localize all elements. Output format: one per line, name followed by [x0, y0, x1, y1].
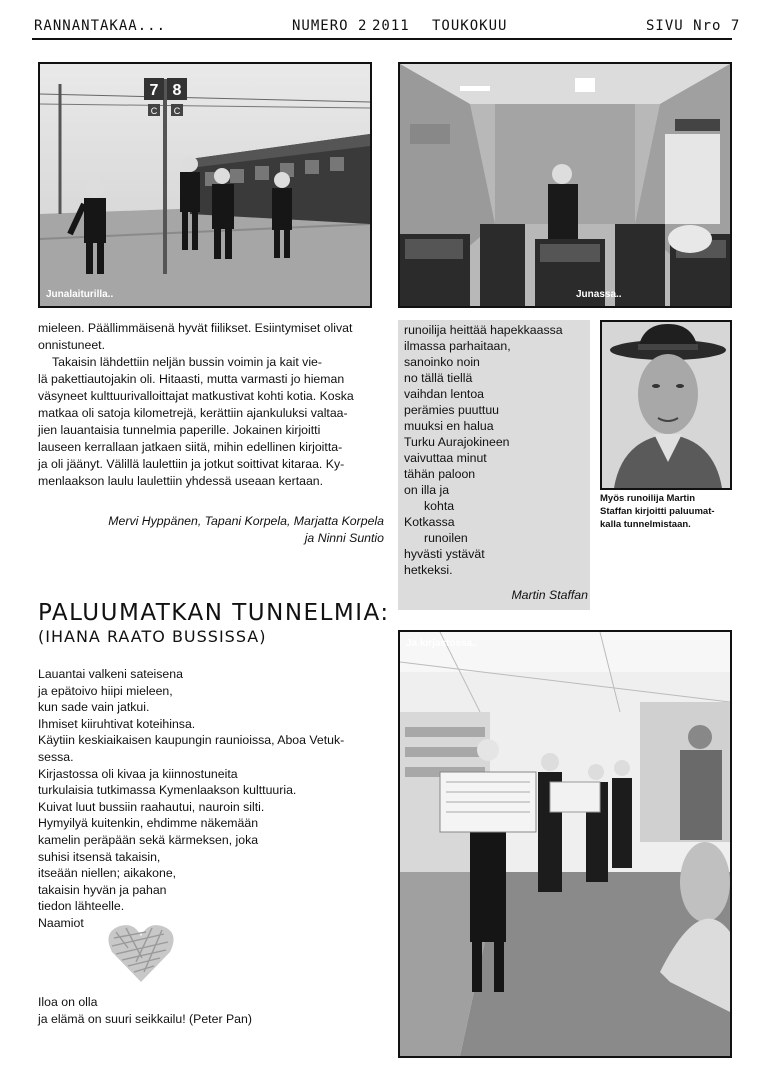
article-p2-line: ja oli jäänyt. Välillä laulettiin ja jotkut soittivat kitaraa. Ky-: [38, 457, 345, 471]
portrait-photo: [600, 320, 732, 490]
article-p2-line: lä pakettiautojakin oli. Hitaasti, mutta varmasti jo hieman: [38, 372, 345, 386]
article-p2-line: menlaakson laulu laulettiin yhdessä useaan kertaan.: [38, 474, 324, 488]
portrait-caption-line: Staffan kirjoitti paluumat-: [600, 506, 715, 517]
section-subtitle: (IHANA RAATO BUSSISSA): [38, 627, 267, 646]
bus-poem-line: Hymyilyä kuitenkin, ehdimme näkemään: [38, 816, 259, 831]
staffan-poem-line: kohta: [424, 499, 455, 513]
staffan-poem-line: sanoinko noin: [404, 355, 480, 369]
bus-poem-line: sessa.: [38, 749, 74, 764]
header-year: 2011: [372, 18, 410, 34]
bus-poem-line: Naamiot: [38, 915, 84, 930]
staffan-poem-line: hetkeksi.: [404, 563, 453, 577]
staffan-poem-line: on illa ja: [404, 483, 450, 497]
article-p2-line: matkaa oli satoja kilometrejä, kerättiin ajankuluksi valtaa-: [38, 406, 348, 420]
header-left: RANNANTAKAA...: [34, 18, 167, 34]
bus-poem-line: suhisi itsensä takaisin,: [38, 849, 161, 864]
platform-sign-c-left: C: [150, 106, 158, 116]
bus-poem-line: ja epätoivo hiipi mieleen,: [38, 683, 173, 698]
section-title: PALUUMATKAN TUNNELMIA:: [38, 600, 390, 626]
bus-poem-line: Kuivat luut bussiin raahautui, nauroin silti.: [38, 799, 265, 814]
staffan-poem-line: hyvästi ystävät: [404, 547, 485, 561]
portrait-caption: [600, 492, 740, 531]
article-p2-line: lauseen kerrallaan jatkaen siitä, mihin edellinen kirjoitta-: [38, 440, 343, 454]
staffan-poem-line: perämies puuttuu: [404, 403, 500, 417]
article-p1-line: mieleen. Päällimmäisenä hyvät fiilikset. Esiintymiset olivat: [38, 321, 353, 335]
portrait-caption-line: kalla tunnelmistaan.: [600, 519, 691, 530]
staffan-poem-box: [398, 320, 590, 610]
portrait-caption-line: Myös runoilija Martin: [600, 493, 696, 504]
bus-poem-line: kamelin peräpään sekä kärmeksen, joka: [38, 832, 259, 847]
train-caption: Junassa..: [576, 289, 622, 300]
bus-poem-line: tiedon lähteelle.: [38, 899, 125, 914]
platform-photo: [38, 62, 372, 308]
closing-line: Iloa on olla: [38, 995, 98, 1009]
header-page-number: SIVU Nro 7: [646, 18, 741, 34]
staffan-poem-line: no tällä tiellä: [404, 371, 473, 385]
bus-poem-line: turkulaisia tutkimassa Kymenlaakson kulttuuria.: [38, 783, 297, 798]
train-interior-photo: [398, 62, 732, 308]
platform-sign-7: 7: [149, 82, 159, 99]
article-p2-line: väsyneet kulttuurivalloittajat matkustivat kohti kotia. Koska: [38, 389, 354, 403]
staffan-poem-line: runoilen: [424, 531, 468, 545]
bus-poem-line: Ihmiset kiiruhtivat koteihinsa.: [38, 716, 196, 731]
closing-line: ja elämä on suuri seikkailu! (Peter Pan): [38, 1012, 252, 1026]
header-issue-number: NUMERO 2: [292, 18, 368, 34]
staffan-poem-line: Kotkassa: [404, 515, 455, 529]
library-caption: Ja kirjastossa..: [406, 638, 478, 649]
staffan-poem-line: runoilija heittää hapekkaassa: [404, 323, 563, 337]
heart-icon: [106, 918, 176, 988]
bus-poem-line: Lauantai valkeni sateisena: [38, 667, 183, 681]
staffan-poem-line: tähän paloon: [404, 467, 476, 481]
staffan-poem-line: Turku Aurajokineen: [404, 435, 510, 449]
signature-line: Mervi Hyppänen, Tapani Korpela, Marjatta Korpela: [108, 514, 384, 528]
bus-poem: [38, 666, 378, 932]
bus-poem-line: kun sade vain jatkui.: [38, 700, 150, 715]
library-photo: [398, 630, 732, 1058]
article-p1-line: onnistuneet.: [38, 338, 106, 352]
article-body: [38, 320, 356, 490]
staffan-poem-line: muuksi en halua: [404, 419, 494, 433]
staffan-poem-line: vaivuttaa minut: [404, 451, 487, 465]
staffan-poem-author: Martin Staffan: [511, 588, 588, 602]
header-month: TOUKOKUU: [432, 18, 508, 34]
bus-poem-line: Kirjastossa oli kivaa ja kiinnostuneita: [38, 766, 238, 781]
bus-poem-line: takaisin hyvän ja pahan: [38, 882, 167, 897]
staffan-poem-line: ilmassa parhaitaan,: [404, 339, 511, 353]
bus-poem-line: Käytiin keskiaikaisen kaupungin raunioissa, Aboa Vetuk-: [38, 733, 345, 748]
platform-caption: Junalaiturilla..: [46, 289, 114, 300]
closing-quote: [38, 994, 252, 1028]
staffan-poem-line: vaihdan lentoa: [404, 387, 484, 401]
article-p2-line: jien lauantaisia tunnelmia paperille. Jokainen kirjoitti: [38, 423, 321, 437]
platform-sign-8: 8: [172, 82, 182, 99]
article-p2-line: Takaisin lähdettiin neljän bussin voimin ja kait vie-: [52, 355, 322, 369]
article-signature: [38, 513, 384, 547]
bus-poem-line: itseään niellen; aikakone,: [38, 866, 177, 881]
platform-sign-c-right: C: [173, 106, 181, 116]
signature-line: ja Ninni Suntio: [304, 531, 384, 545]
header-rule: [32, 38, 732, 40]
